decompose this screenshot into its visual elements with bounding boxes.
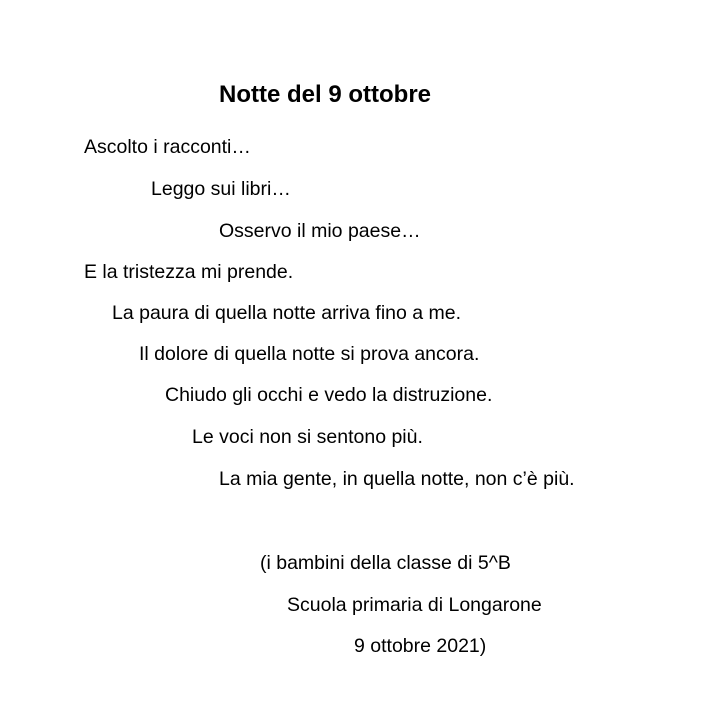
signature-line-3: 9 ottobre 2021)	[354, 635, 487, 657]
poem-line-7: Chiudo gli occhi e vedo la distruzione.	[165, 384, 493, 406]
poem-line-2: Leggo sui libri…	[151, 178, 291, 200]
poem-line-1: Ascolto i racconti…	[84, 136, 251, 158]
poem-line-6: Il dolore di quella notte si prova ancora.	[139, 343, 480, 365]
signature-line-1: (i bambini della classe di 5^B	[260, 552, 511, 574]
signature-line-2: Scuola primaria di Longarone	[287, 594, 542, 616]
poem-line-5: La paura di quella notte arriva fino a me.	[112, 302, 462, 324]
poem-line-8: Le voci non si sentono più.	[192, 426, 423, 448]
poem-line-3: Osservo il mio paese…	[219, 220, 421, 242]
poem-title: Notte del 9 ottobre	[219, 81, 432, 108]
poem-line-4: E la tristezza mi prende.	[84, 261, 294, 283]
poem-line-9: La mia gente, in quella notte, non c’è più.	[219, 468, 575, 490]
